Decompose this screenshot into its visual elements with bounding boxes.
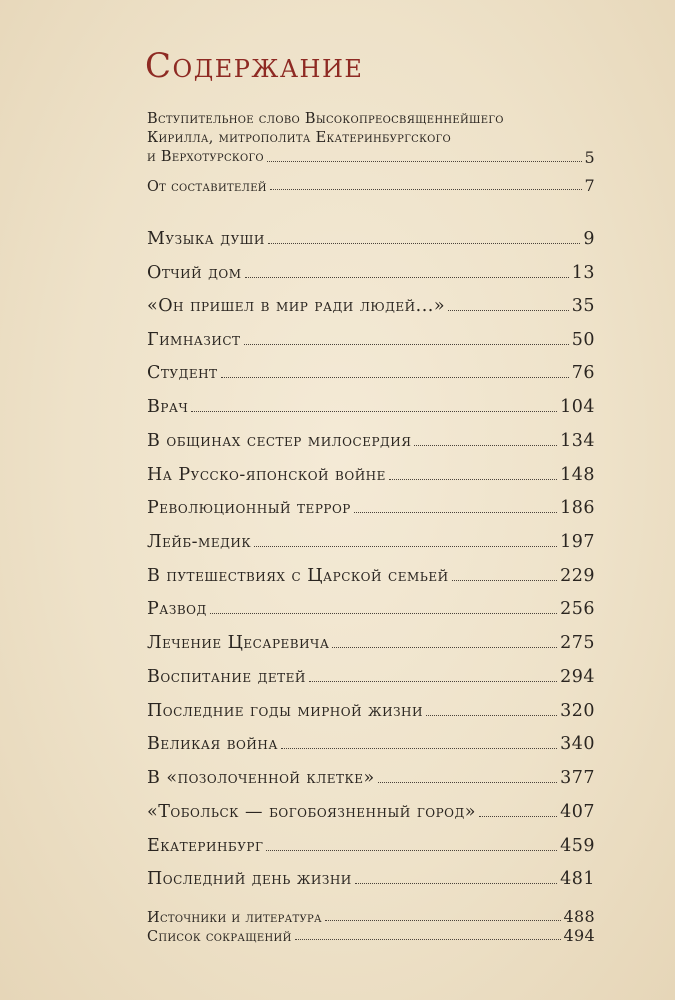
page-number: 275: [560, 633, 595, 653]
page-number: 294: [560, 667, 595, 687]
intro-line-3: и Верхотурского: [147, 149, 264, 165]
dot-leader: [295, 939, 561, 940]
page-number: 488: [563, 907, 595, 926]
dot-leader: [479, 816, 557, 817]
toc-entry: [147, 229, 595, 249]
toc-entry-intro: [147, 110, 595, 167]
page-number: 197: [560, 532, 595, 552]
toc-entry: [147, 566, 595, 586]
entry-label: Список сокращений: [147, 929, 292, 945]
toc-entry: [147, 397, 595, 417]
toc-entry: [147, 926, 595, 945]
dot-leader: [325, 920, 561, 921]
entry-label: Развод: [147, 599, 207, 619]
dot-leader: [309, 681, 557, 682]
entry-label: В путешествиях с Царской семьей: [147, 566, 449, 586]
dot-leader: [354, 512, 557, 513]
entry-label: Воспитание детей: [147, 667, 306, 687]
page-number: 9: [583, 229, 595, 249]
page-number: 148: [560, 465, 595, 485]
toc-entry: [147, 869, 595, 889]
page-number: 104: [560, 397, 595, 417]
page-number: 229: [560, 566, 595, 586]
entry-label: Музыка души: [147, 229, 265, 249]
page-number: 340: [560, 734, 595, 754]
page-number: 134: [560, 431, 595, 451]
entry-label: На Русско-японской войне: [147, 465, 386, 485]
dot-leader: [378, 782, 557, 783]
dot-leader: [452, 580, 558, 581]
toc-entry: [147, 532, 595, 552]
page-number: 256: [560, 599, 595, 619]
entry-label: Последний день жизни: [147, 869, 352, 889]
dot-leader: [332, 647, 557, 648]
toc-entry: [147, 633, 595, 653]
entry-label: «Он пришел в мир ради людей...»: [147, 296, 446, 316]
page-number: 186: [560, 498, 595, 518]
dot-leader: [254, 546, 557, 547]
toc-entry: [147, 263, 595, 283]
toc-entry: [147, 802, 595, 822]
dot-leader: [266, 850, 557, 851]
dot-leader: [270, 189, 582, 190]
page-number: 35: [571, 296, 595, 316]
entry-label: От составителей: [147, 179, 267, 195]
page-number: 407: [560, 802, 595, 822]
toc-entry: [147, 599, 595, 619]
dot-leader: [448, 310, 569, 311]
intro-line-1: Вступительное слово Высокопреосвященнейшего: [147, 111, 504, 127]
entry-label: Студент: [147, 363, 218, 383]
toc-entry: [147, 498, 595, 518]
toc-entry: [147, 431, 595, 451]
toc-entry: [147, 363, 595, 383]
entry-label: Гимназист: [147, 330, 241, 350]
toc-entry: [147, 330, 595, 350]
page-number: 50: [571, 330, 595, 350]
entry-label: Врач: [147, 397, 189, 417]
page-number: 76: [571, 363, 595, 383]
toc-entry: [147, 176, 595, 195]
page-number: 481: [560, 869, 595, 889]
entry-label: Отчий дом: [147, 263, 242, 283]
entry-label: Великая война: [147, 734, 278, 754]
toc-entry: [147, 836, 595, 856]
page-number: 320: [560, 701, 595, 721]
toc-entry: [147, 701, 595, 721]
dot-leader: [414, 445, 557, 446]
page-number: 13: [571, 263, 595, 283]
dot-leader: [191, 411, 557, 412]
entry-label: Революционный террор: [147, 498, 351, 518]
toc-entry: [147, 465, 595, 485]
toc-entry: [147, 667, 595, 687]
entry-label: В общинах сестер милосердия: [147, 431, 412, 451]
toc-entry: [147, 296, 595, 316]
page-number: 7: [584, 176, 595, 195]
dot-leader: [426, 715, 557, 716]
dot-leader: [268, 243, 580, 244]
entry-label: Последние годы мирной жизни: [147, 701, 423, 721]
dot-leader: [221, 377, 569, 378]
entry-label: Лечение Цесаревича: [147, 633, 330, 653]
page-title: Содержание: [145, 46, 364, 86]
dot-leader: [244, 344, 569, 345]
toc-entry: [147, 907, 595, 926]
entry-label: Лейб-медик: [147, 532, 252, 552]
toc-entry: [147, 734, 595, 754]
entry-label: В «позолоченной клетке»: [147, 768, 375, 788]
page-number: 459: [560, 836, 595, 856]
dot-leader: [355, 883, 557, 884]
page-number: 5: [584, 148, 595, 167]
dot-leader: [245, 277, 569, 278]
dot-leader: [267, 161, 582, 162]
dot-leader: [389, 479, 557, 480]
intro-line-2: Кирилла, митрополита Екатеринбургского: [147, 130, 452, 146]
page-number: 377: [560, 768, 595, 788]
entry-label: Источники и литература: [147, 910, 322, 926]
page-number: 494: [563, 926, 595, 945]
dot-leader: [210, 613, 557, 614]
entry-label: «Тобольск — богобоязненный город»: [147, 802, 476, 822]
dot-leader: [281, 748, 557, 749]
entry-label: Екатеринбург: [147, 836, 264, 856]
toc-entry: [147, 768, 595, 788]
